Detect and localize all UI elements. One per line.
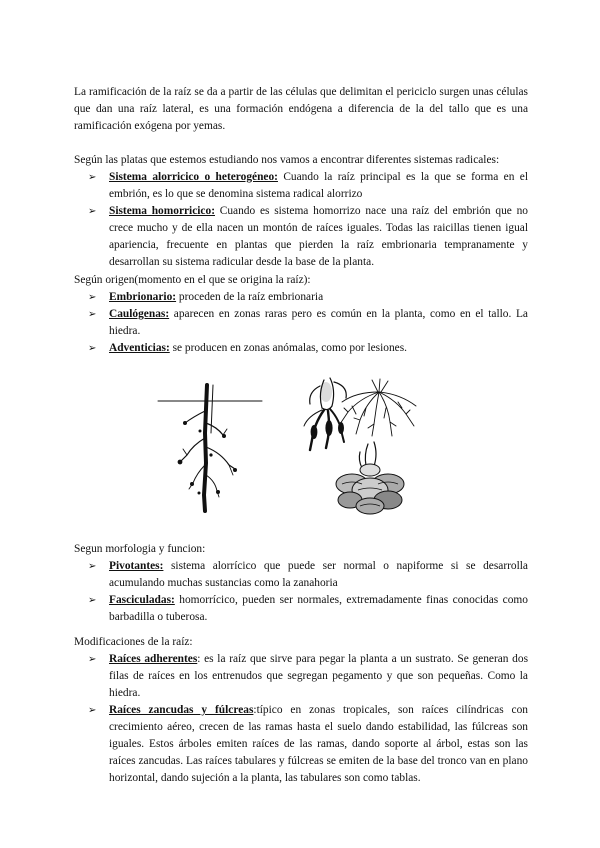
- list-item: [0, 289, 600, 306]
- bulb-illustration: [330, 440, 412, 520]
- arrow-bullet-icon: ➢: [88, 561, 97, 572]
- arrow-bullet-icon: ➢: [88, 654, 97, 665]
- list-item: [0, 306, 600, 340]
- heading-modificaciones: Modificaciones de la raíz:: [74, 636, 193, 648]
- list-item: [0, 702, 600, 787]
- taproot-illustration: [155, 383, 265, 518]
- list-item-text: aparecen en zonas raras pero es común en la planta, como en el tallo. La hiedra.: [109, 308, 528, 337]
- list-item-text: :típico en zonas tropicales, son raíces cilíndricas con crecimiento aéreo, crecen de las ramas hasta el suelo dando estabilidad, las fúlcreas son iguales. Estos árboles emiten raíces de las ramas, dando soporte al árbol, estas son las raíces zancudas. Las raíces tabulares y fúlcreas se emiten de la base del tronco van en plano horizontal, dando sujeción a la planta, las tabulares son como tablas.: [109, 704, 528, 784]
- list-item: [0, 340, 600, 357]
- list-modificaciones: [0, 651, 600, 787]
- list-item-term: Caulógenas:: [109, 308, 170, 320]
- list-item-text: se producen en zonas anómalas, como por lesiones.: [169, 342, 407, 354]
- list-sistemas-radicales: [0, 169, 600, 271]
- list-item: [0, 592, 600, 626]
- intro-paragraph: La ramificación de la raíz se da a partir de las células que delimitan el periciclo surgen unas células que dan una raíz lateral, es una formación endógena a diferencia de la del tallo que es una ramificación exógena por yemas.: [74, 86, 528, 132]
- list-morfologia: [0, 558, 600, 626]
- heading-origen: Según origen(momento en el que se origina la raíz):: [74, 274, 311, 286]
- list-item-term: Raíces adherentes: [109, 653, 198, 665]
- arrow-bullet-icon: ➢: [88, 595, 97, 606]
- list-item-term: Sistema alorricico o heterogéneo:: [109, 171, 278, 183]
- arrow-bullet-icon: ➢: [88, 343, 97, 354]
- list-item-term: Pivotantes:: [109, 560, 164, 572]
- fibrous-roots-illustration: [336, 378, 420, 438]
- list-item-term: Adventicias:: [109, 342, 170, 354]
- heading-morfologia: Segun morfologia y funcion:: [74, 543, 206, 555]
- arrow-bullet-icon: ➢: [88, 206, 97, 217]
- arrow-bullet-icon: ➢: [88, 309, 97, 320]
- arrow-bullet-icon: ➢: [88, 705, 97, 716]
- heading-sistemas-radicales: Según las platas que estemos estudiando nos vamos a encontrar diferentes sistemas radicales:: [74, 154, 500, 166]
- list-item-text: : es la raíz que sirve para pegar la planta a un sustrato. Se generan dos filas de raíces en los entrenudos que segregan pegamento y que son pequeñas. Como la hiedra.: [109, 653, 529, 699]
- list-item-term: Raíces zancudas y fúlcreas: [109, 704, 254, 716]
- list-item-term: Sistema homorricico:: [109, 205, 215, 217]
- list-item-text: Cuando la raíz principal es la que se forma en el embrión, es lo que se denomina sistema radical alorrizo: [109, 171, 528, 200]
- list-item-term: Fasciculadas:: [109, 594, 175, 606]
- list-item-text: sistema alorrícico que puede ser normal o napiforme si se desarrolla acumulando muchas sustancias como la zanahoria: [109, 560, 528, 589]
- list-item: [0, 169, 600, 203]
- arrow-bullet-icon: ➢: [88, 172, 97, 183]
- list-item-term: Embrionario:: [109, 291, 177, 303]
- list-origen: [0, 289, 600, 357]
- arrow-bullet-icon: ➢: [88, 292, 97, 303]
- list-item: [0, 203, 600, 271]
- list-item: [0, 558, 600, 592]
- list-item-text: Cuando es sistema homorrizo nace una raíz del embrión que no crece mucho y de ella nacen un montón de raíces iguales. Todas las raicillas tienen igual apariencia, frecuente en plantas que pierden la raíz embrionaria tempranamente y desarrollan su sistema radicular desde la base de la planta.: [109, 205, 528, 268]
- list-item: [0, 651, 600, 702]
- list-item-text: homorrícico, pueden ser normales, extremadamente finas conocidas como barbadilla o tuberosa.: [109, 594, 528, 623]
- list-item-text: proceden de la raíz embrionaria: [176, 291, 324, 303]
